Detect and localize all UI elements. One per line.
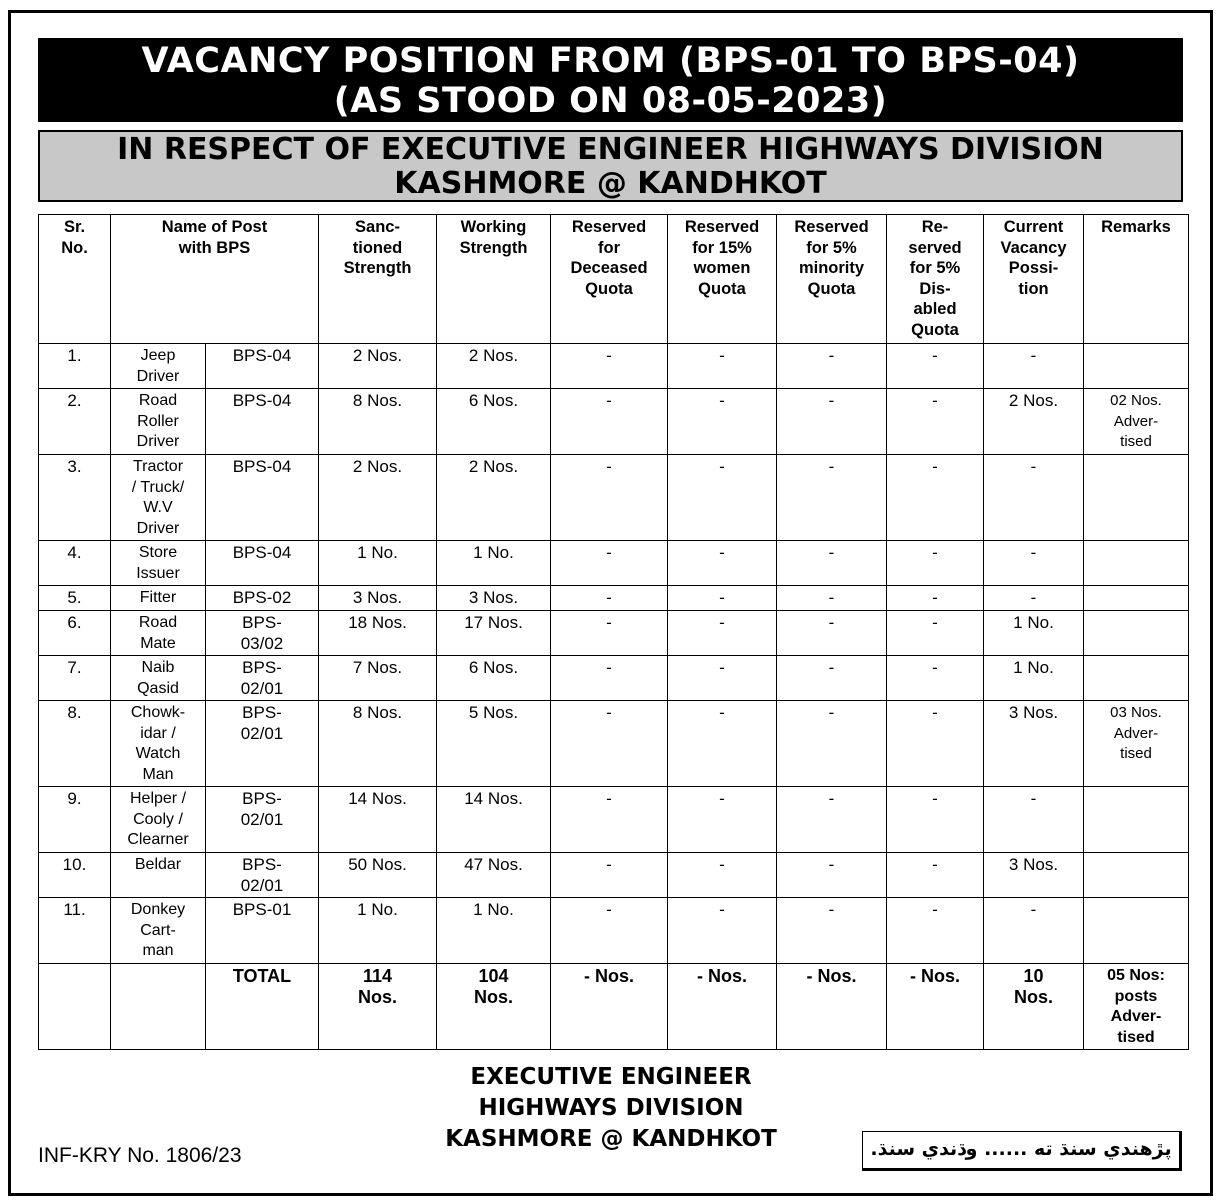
- cell-bps: BPS-04: [206, 389, 319, 455]
- cell-vacancy: 3 Nos.: [984, 701, 1084, 787]
- cell-minority: -: [777, 787, 887, 853]
- cell-minority: -: [777, 611, 887, 656]
- total-working: 104 Nos.: [437, 964, 551, 1050]
- cell-deceased: -: [551, 898, 668, 964]
- cell-sr: 10.: [39, 853, 111, 898]
- cell-bps: BPS-04: [206, 541, 319, 586]
- total-sanctioned: 114 Nos.: [319, 964, 437, 1050]
- cell-sr: 6.: [39, 611, 111, 656]
- cell-remarks: [1084, 853, 1189, 898]
- cell-minority: -: [777, 586, 887, 611]
- cell-vacancy: 3 Nos.: [984, 853, 1084, 898]
- cell-post: Chowk- idar / Watch Man: [111, 701, 206, 787]
- col-sanctioned-strength: Sanc- tioned Strength: [319, 215, 437, 344]
- cell-deceased: -: [551, 853, 668, 898]
- cell-working: 5 Nos.: [437, 701, 551, 787]
- cell-sanctioned: 3 Nos.: [319, 586, 437, 611]
- cell-working: 6 Nos.: [437, 656, 551, 701]
- cell-sr: [39, 964, 111, 1050]
- cell-vacancy: -: [984, 586, 1084, 611]
- cell-bps: BPS-04: [206, 455, 319, 541]
- cell-sanctioned: 1 No.: [319, 898, 437, 964]
- cell-sanctioned: 2 Nos.: [319, 455, 437, 541]
- table-row: [39, 787, 1189, 853]
- cell-sr: 7.: [39, 656, 111, 701]
- cell-women: -: [668, 344, 777, 389]
- cell-bps: BPS- 03/02: [206, 611, 319, 656]
- cell-minority: -: [777, 541, 887, 586]
- table-row: [39, 344, 1189, 389]
- table-row: [39, 853, 1189, 898]
- col-sr-no: Sr. No.: [39, 215, 111, 344]
- cell-remarks: [1084, 656, 1189, 701]
- total-disabled: - Nos.: [887, 964, 984, 1050]
- cell-sr: 5.: [39, 586, 111, 611]
- cell-sr: 9.: [39, 787, 111, 853]
- cell-minority: -: [777, 344, 887, 389]
- cell-disabled: -: [887, 853, 984, 898]
- cell-post: Store Issuer: [111, 541, 206, 586]
- cell-vacancy: -: [984, 898, 1084, 964]
- cell-disabled: -: [887, 611, 984, 656]
- cell-sanctioned: 8 Nos.: [319, 701, 437, 787]
- total-row: [39, 964, 1189, 1050]
- cell-sr: 3.: [39, 455, 111, 541]
- table-row: [39, 541, 1189, 586]
- cell-women: -: [668, 389, 777, 455]
- cell-disabled: -: [887, 586, 984, 611]
- total-remarks: 05 Nos: posts Adver- tised: [1084, 964, 1189, 1050]
- total-women: - Nos.: [668, 964, 777, 1050]
- cell-working: 6 Nos.: [437, 389, 551, 455]
- cell-deceased: -: [551, 344, 668, 389]
- total-minority: - Nos.: [777, 964, 887, 1050]
- cell-working: 17 Nos.: [437, 611, 551, 656]
- table-row: [39, 455, 1189, 541]
- total-deceased: - Nos.: [551, 964, 668, 1050]
- cell-deceased: -: [551, 701, 668, 787]
- cell-disabled: -: [887, 344, 984, 389]
- table-row: [39, 586, 1189, 611]
- cell-post: Fitter: [111, 586, 206, 611]
- cell-remarks: [1084, 586, 1189, 611]
- cell-working: 47 Nos.: [437, 853, 551, 898]
- cell-women: -: [668, 898, 777, 964]
- cell-deceased: -: [551, 586, 668, 611]
- cell-remarks: 03 Nos. Adver- tised: [1084, 701, 1189, 787]
- table-row: [39, 389, 1189, 455]
- cell-vacancy: -: [984, 787, 1084, 853]
- cell-deceased: -: [551, 389, 668, 455]
- col-working-strength: Working Strength: [437, 215, 551, 344]
- page-subtitle: IN RESPECT OF EXECUTIVE ENGINEER HIGHWAYS DIVISION KASHMORE @ KANDHKOT: [38, 130, 1183, 202]
- cell-sanctioned: 2 Nos.: [319, 344, 437, 389]
- cell-sr: 8.: [39, 701, 111, 787]
- cell-vacancy: -: [984, 344, 1084, 389]
- cell-post: Road Roller Driver: [111, 389, 206, 455]
- cell-sr: 2.: [39, 389, 111, 455]
- table-row: [39, 701, 1189, 787]
- cell-disabled: -: [887, 541, 984, 586]
- cell-sr: 4.: [39, 541, 111, 586]
- cell-post: Tractor / Truck/ W.V Driver: [111, 455, 206, 541]
- cell-disabled: -: [887, 656, 984, 701]
- cell-disabled: -: [887, 389, 984, 455]
- cell-bps: BPS- 02/01: [206, 853, 319, 898]
- cell-sanctioned: 8 Nos.: [319, 389, 437, 455]
- cell-remarks: 02 Nos. Adver- tised: [1084, 389, 1189, 455]
- cell-minority: -: [777, 898, 887, 964]
- cell-remarks: [1084, 611, 1189, 656]
- cell-working: 1 No.: [437, 541, 551, 586]
- cell-women: -: [668, 586, 777, 611]
- cell-women: -: [668, 787, 777, 853]
- col-deceased-quota: Reserved for Deceased Quota: [551, 215, 668, 344]
- table-row: [39, 656, 1189, 701]
- col-minority-quota: Reserved for 5% minority Quota: [777, 215, 887, 344]
- cell-vacancy: 1 No.: [984, 611, 1084, 656]
- cell-sr: 1.: [39, 344, 111, 389]
- cell-deceased: -: [551, 787, 668, 853]
- cell-vacancy: 2 Nos.: [984, 389, 1084, 455]
- col-current-vacancy: Current Vacancy Possi- tion: [984, 215, 1084, 344]
- total-vacancy: 10 Nos.: [984, 964, 1084, 1050]
- cell-women: -: [668, 853, 777, 898]
- cell-working: 1 No.: [437, 898, 551, 964]
- cell-women: -: [668, 455, 777, 541]
- cell-disabled: -: [887, 455, 984, 541]
- col-name-of-post: Name of Post with BPS: [111, 215, 319, 344]
- cell-sanctioned: 18 Nos.: [319, 611, 437, 656]
- signature-block: EXECUTIVE ENGINEER HIGHWAYS DIVISION KASHMORE @ KANDHKOT: [445, 1064, 777, 1152]
- cell-remarks: [1084, 455, 1189, 541]
- cell-minority: -: [777, 656, 887, 701]
- cell-post: Donkey Cart- man: [111, 898, 206, 964]
- cell-vacancy: -: [984, 455, 1084, 541]
- cell-working: 3 Nos.: [437, 586, 551, 611]
- cell-bps: BPS-02: [206, 586, 319, 611]
- cell-remarks: [1084, 344, 1189, 389]
- cell-women: -: [668, 541, 777, 586]
- cell-women: -: [668, 701, 777, 787]
- cell-minority: -: [777, 853, 887, 898]
- cell-remarks: [1084, 541, 1189, 586]
- cell-bps: BPS- 02/01: [206, 787, 319, 853]
- cell-disabled: -: [887, 898, 984, 964]
- col-women-quota: Reserved for 15% women Quota: [668, 215, 777, 344]
- cell-sanctioned: 14 Nos.: [319, 787, 437, 853]
- cell-sanctioned: 50 Nos.: [319, 853, 437, 898]
- col-disabled-quota: Re- served for 5% Dis- abled Quota: [887, 215, 984, 344]
- cell-deceased: -: [551, 455, 668, 541]
- table-header-row: [39, 215, 1189, 344]
- cell-working: 2 Nos.: [437, 344, 551, 389]
- cell-post: Helper / Cooly / Clearner: [111, 787, 206, 853]
- table-row: [39, 898, 1189, 964]
- cell-minority: -: [777, 455, 887, 541]
- cell-vacancy: 1 No.: [984, 656, 1084, 701]
- cell-post: [111, 964, 206, 1050]
- vacancy-table: [38, 214, 1189, 1050]
- cell-disabled: -: [887, 701, 984, 787]
- cell-post: Beldar: [111, 853, 206, 898]
- cell-minority: -: [777, 701, 887, 787]
- cell-deceased: -: [551, 656, 668, 701]
- cell-remarks: [1084, 787, 1189, 853]
- cell-bps: BPS- 02/01: [206, 701, 319, 787]
- cell-bps: BPS-04: [206, 344, 319, 389]
- cell-post: Road Mate: [111, 611, 206, 656]
- reference-number: INF-KRY No. 1806/23: [38, 1144, 242, 1167]
- table-row: [39, 611, 1189, 656]
- cell-bps: BPS- 02/01: [206, 656, 319, 701]
- cell-minority: -: [777, 389, 887, 455]
- cell-bps: BPS-01: [206, 898, 319, 964]
- cell-women: -: [668, 611, 777, 656]
- sindhi-slogan-box: پڙهندي سنڌ ته ...... وڌندي سنڌ.: [862, 1131, 1182, 1171]
- cell-working: 14 Nos.: [437, 787, 551, 853]
- total-label: TOTAL: [206, 964, 319, 1050]
- cell-sr: 11.: [39, 898, 111, 964]
- cell-deceased: -: [551, 541, 668, 586]
- cell-remarks: [1084, 898, 1189, 964]
- cell-post: Naib Qasid: [111, 656, 206, 701]
- cell-post: Jeep Driver: [111, 344, 206, 389]
- col-remarks: Remarks: [1084, 215, 1189, 344]
- cell-women: -: [668, 656, 777, 701]
- cell-vacancy: -: [984, 541, 1084, 586]
- cell-working: 2 Nos.: [437, 455, 551, 541]
- cell-deceased: -: [551, 611, 668, 656]
- cell-sanctioned: 1 No.: [319, 541, 437, 586]
- cell-sanctioned: 7 Nos.: [319, 656, 437, 701]
- cell-disabled: -: [887, 787, 984, 853]
- page-title: VACANCY POSITION FROM (BPS-01 TO BPS-04) (AS STOOD ON 08-05-2023): [38, 38, 1183, 122]
